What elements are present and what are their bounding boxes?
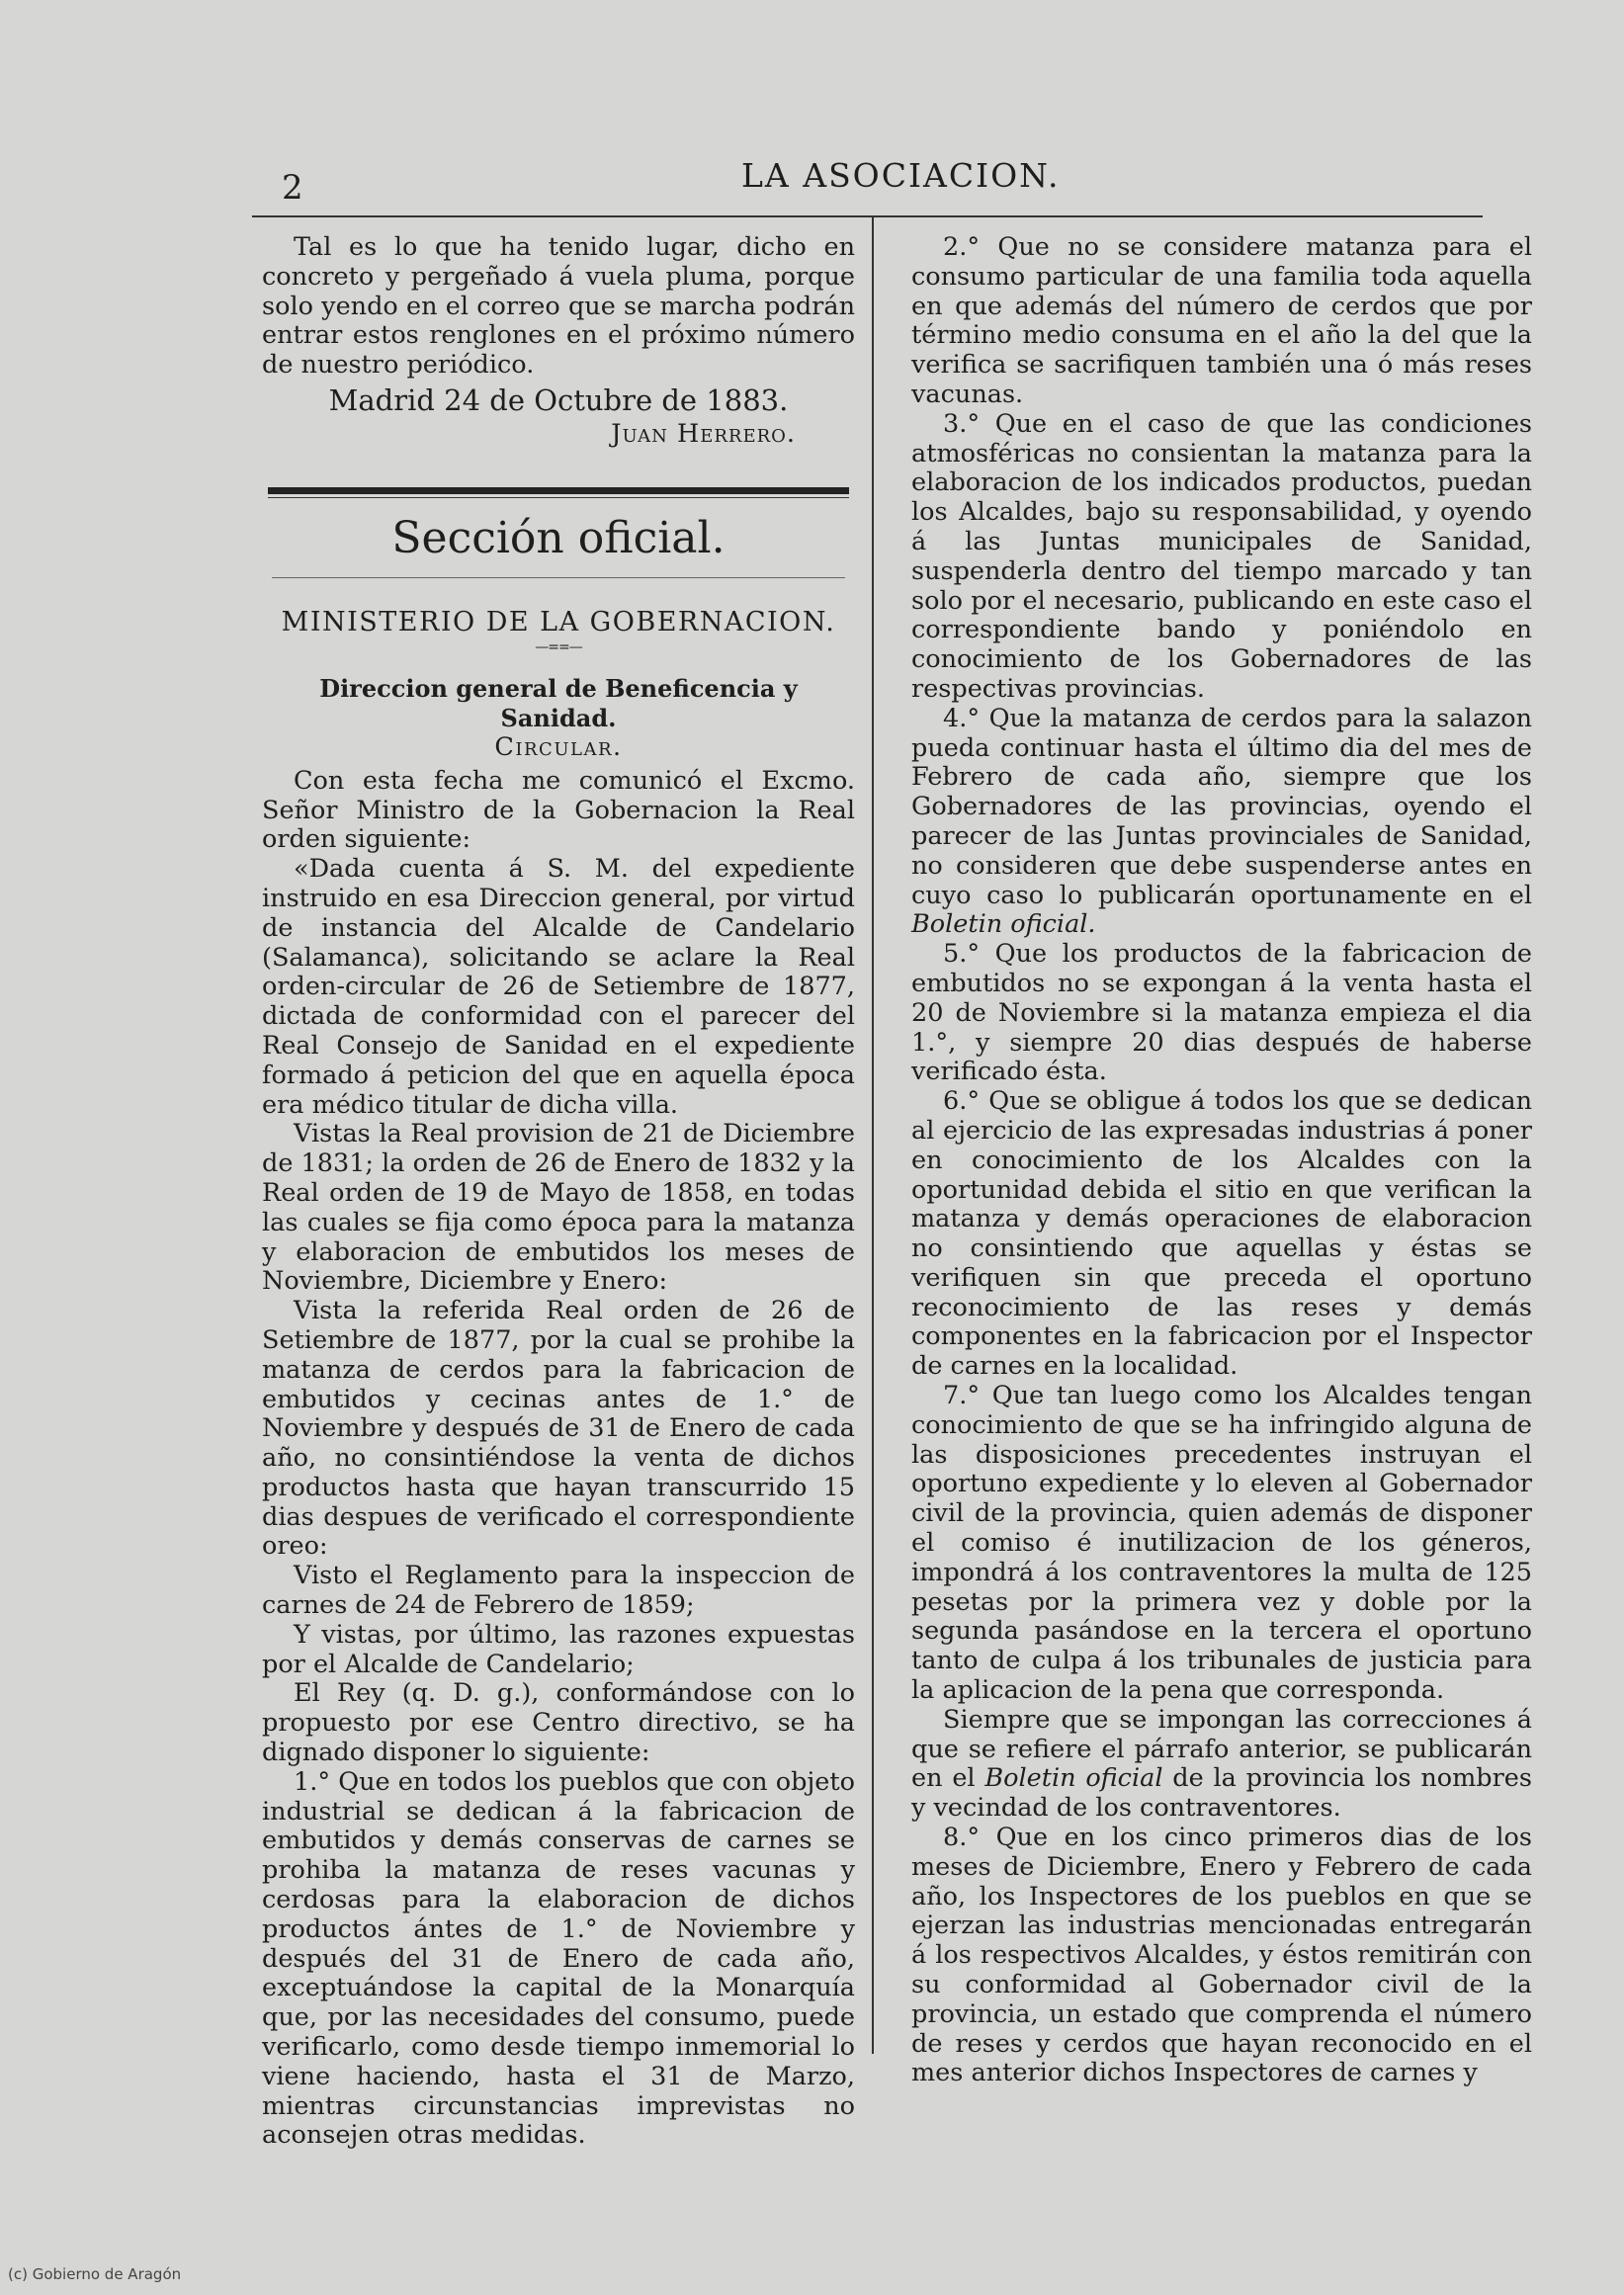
article-4-italic: Boletin oficial. [911, 909, 1096, 940]
paragraph: Y vistas, por último, las razones expuestas por el Alcalde de Candelario; [262, 1619, 855, 1679]
article-2: 2.° Que no se considere matanza para el consumo particular de una familia toda aquella en que además del número de cerdos que por término medio consuma en el año la del que la verifica se sacrifiquen también una ó más reses vacunas. [911, 232, 1532, 409]
ornament-divider: —==— [535, 639, 582, 656]
article-5: 5.° Que los productos de la fabricacion de embutidos no se expongan á la venta hasta el 20 de Noviembre si la matanza empieza el dia 1.°, y siempre 20 dias después de haberse verificado ésta. [911, 939, 1532, 1087]
article-3: 3.° Que en el caso de que las condiciones atmosféricas no consientan la matanza para la elaboracion de los indicados productos, puedan los Alcaldes, bajo su responsabilidad, y oyendo á las Juntas municipales de Sanidad, suspenderla dentro del tiempo marcado y tan solo por el necesario, publicando en este caso el correspondiente bando y poniéndolo en conocimiento de los Gobernadores de las respectivas provincias. [911, 408, 1532, 704]
section-rule-light [272, 577, 845, 578]
article-4-text: 4.° Que la matanza de cerdos para la salazon pueda continuar hasta el último dia del mes de Febrero de cada año, siempre que los Gobernadores de las provincias, oyendo el parecer de las Juntas provinciales de Sanidad, no consideren que debe suspenderse antes en cuyo caso lo publicarán oportunamente en el [911, 703, 1532, 910]
paragraph: El Rey (q. D. g.), conformándose con lo propuesto por ese Centro directivo, se ha dignado disponer lo siguiente: [262, 1678, 855, 1768]
paragraph: «Dada cuenta á S. M. del expediente instruido en esa Direccion general, por virtud de instancia del Alcalde de Candelario (Salamanca), solicitando se aclare la Real orden-circular de 26 de Setiembre de 1877, dictada de conformidad con el parecer del Real Consejo de Sanidad en el expediente formado á peticion del que en aquella época era médico titular de dicha villa. [262, 854, 855, 1120]
ministry-heading: MINISTERIO DE LA GOBERNACION. [281, 606, 836, 638]
running-title: LA ASOCIACION. [741, 156, 1061, 195]
article-4 [911, 705, 1532, 940]
article-1: 1.° Que en todos los pueblos que con objeto industrial se dedican á la fabricacion de embutidos y demás conservas de carnes se prohiba la matanza de reses vacunas y cerdosas para la elaboracion de dichos productos ántes de 1.° de Noviembre y después del 31 de Enero de cada año, exceptuándose la capital de la Monarquía que, por las necesidades del consumo, puede verificarlo, como desde tiempo inmemorial lo viene haciendo, hasta el 31 de Marzo, mientras circunstancias imprevistas no aconsejen otras medidas. [262, 1766, 855, 2151]
paragraph: Vista la referida Real orden de 26 de Setiembre de 1877, por la cual se prohibe la matanza de cerdos para la fabricacion de embutidos y cecinas antes de 1.° de Noviembre y después de 31 de Enero de cada año, no consintiéndose la venta de dichos productos hasta que hayan transcurrido 15 dias despues de verificado el correspondiente oreo: [262, 1296, 855, 1562]
intro-paragraph: Tal es lo que ha tenido lugar, dicho en concreto y pergeñado á vuela pluma, porque solo yendo en el correo que se marcha podrán entrar estos renglones en el próximo número de nuestro periódico. [262, 232, 855, 381]
column-divider [872, 215, 874, 2054]
header-rule [252, 215, 1483, 217]
article-7-note [911, 1706, 1532, 1824]
direction-heading: Direccion general de Beneficencia y Sanidad. [319, 674, 798, 733]
article-7-note-end: de la provincia los nombres y vecindad de los contraventores. [911, 1763, 1532, 1824]
article-7-note-start: Siempre que se impongan las correcciones á que se refiere el párrafo anterior, se publicarán en el [911, 1704, 1532, 1794]
article-7: 7.° Que tan luego como los Alcaldes tengan conocimiento de que se ha infringido alguna de las disposiciones precedentes instruyan el oportuno expediente y lo eleven al Gobernador civil de la provincia, quien además de disponer el comiso é inutilizacion de los géneros, impondrá á los contraventores la multa de 125 pesetas por la primera vez y doble por la segunda pasándose en la tercera el oportuno tanto de culpa á los tribunales de justicia para la aplicacion de la pena que corresponda. [911, 1381, 1532, 1706]
section-title: Sección oficial. [391, 512, 726, 563]
paragraph: Vistas la Real provision de 21 de Diciembre de 1831; la orden de 26 de Enero de 1832 y la Real orden de 19 de Mayo de 1858, en todas las cuales se fija como época para la matanza y elaboracion de embutidos los meses de Noviembre, Diciembre y Enero: [262, 1119, 855, 1297]
section-rule-thick [268, 487, 849, 494]
left-column [262, 233, 855, 2151]
article-8: 8.° Que en los cinco primeros dias de los meses de Diciembre, Enero y Febrero de cada año, los Inspectores de los pueblos en que se ejerzan las industrias mencionadas entregarán á los respectivos Alcaldes, y éstos remitirán con su conformidad al Gobernador civil de la provincia, un estado que comprenda el número de reses y cerdos que hayan reconocido en el mes anterior dichos Inspectores de carnes y [911, 1823, 1532, 2088]
page-number: 2 [282, 168, 303, 208]
page-header [252, 156, 1483, 215]
circular-heading: Circular. [494, 731, 623, 762]
date-line: Madrid 24 de Octubre de 1883. [328, 382, 789, 417]
section-rule-thin [268, 497, 849, 498]
copyright-notice: (c) Gobierno de Aragón [8, 2265, 182, 2283]
right-column [911, 233, 1532, 2088]
paragraph: Con esta fecha me comunicó el Excmo. Señor Ministro de la Gobernacion la Real orden siguiente: [262, 765, 855, 855]
signature: Juan Herrero. [611, 418, 796, 449]
article-7-note-italic: Boletin oficial [984, 1763, 1163, 1794]
article-6: 6.° Que se obligue á todos los que se dedican al ejercicio de las expresadas industrias á poner en conocimiento de los Alcaldes con la oportunidad debida el sitio en que verifican la matanza y demás operaciones de elaboracion no consintiendo que aquellas y éstas se verifiquen sin que preceda el oportuno reconocimiento de las reses y demás componentes en la fabricacion por el Inspector de carnes en la localidad. [911, 1086, 1532, 1382]
paragraph: Visto el Reglamento para la inspeccion de carnes de 24 de Febrero de 1859; [262, 1561, 855, 1621]
